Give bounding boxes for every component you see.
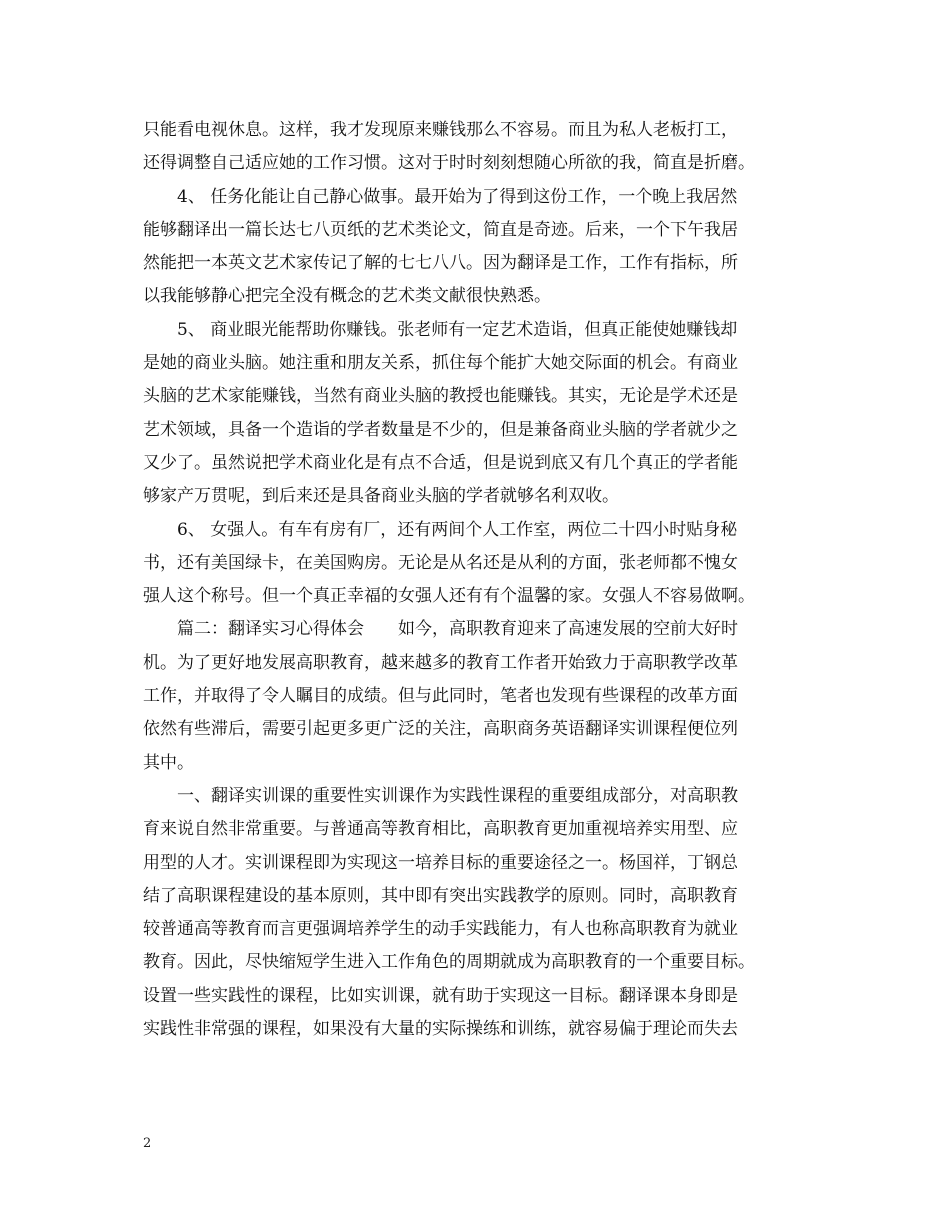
text-line: 是她的商业头脑。她注重和朋友关系，抓住每个能扩大她交际面的机会。有商业 <box>143 353 738 374</box>
text-line: 艺术领域，具备一个造诣的学者数量是不少的，但是兼备商业头脑的学者就少之 <box>143 419 738 440</box>
text-line: 篇二：翻译实习心得体会 如今，高职教育迎来了高速发展的空前大好时 <box>177 619 738 640</box>
text-line: 育来说自然非常重要。与普通高等教育相比，高职教育更加重视培养实用型、应 <box>143 819 738 840</box>
text-line: 够家产万贯呢，到后来还是具备商业头脑的学者就够名利双收。 <box>143 486 619 507</box>
text-line: 设置一些实践性的课程，比如实训课，就有助于实现这一目标。翻译课本身即是 <box>143 985 738 1006</box>
text-line: 头脑的艺术家能赚钱，当然有商业头脑的教授也能赚钱。其实，无论是学术还是 <box>143 386 738 407</box>
text-line: 然能把一本英文艺术家传记了解的七七八八。因为翻译是工作，工作有指标，所 <box>143 253 738 274</box>
text-line: 以我能够静心把完全没有概念的艺术类文献很快熟悉。 <box>143 286 551 307</box>
text-line: 还得调整自己适应她的工作习惯。这对于时时刻刻想随心所欲的我，简直是折磨。 <box>143 153 755 174</box>
text-line: 能够翻译出一篇长达七八页纸的艺术类论文，简直是奇迹。后来，一个下午我居 <box>143 219 738 240</box>
text-line: 结了高职课程建设的基本原则，其中即有突出实践教学的原则。同时，高职教育 <box>143 885 738 906</box>
text-line: 只能看电视休息。这样，我才发现原来赚钱那么不容易。而且为私人老板打工， <box>143 120 738 140</box>
text-line: 一、翻译实训课的重要性实训课作为实践性课程的重要组成部分，对高职教 <box>177 785 738 806</box>
text-line: 强人这个称号。但一个真正幸福的女强人还有有个温馨的家。女强人不容易做啊。 <box>143 586 755 607</box>
text-line: 又少了。虽然说把学术商业化是有点不合适，但是说到底又有几个真正的学者能 <box>143 452 738 473</box>
text-line: 机。为了更好地发展高职教育，越来越多的教育工作者开始致力于高职教学改革 <box>143 652 738 673</box>
text-line: 依然有些滞后，需要引起更多更广泛的关注，高职商务英语翻译实训课程便位列 <box>143 719 738 740</box>
page-number: 2 <box>143 1136 152 1151</box>
text-line: 实践性非常强的课程，如果没有大量的实际操练和训练，就容易偏于理论而失去 <box>143 1019 738 1040</box>
text-line: 工作，并取得了令人瞩目的成绩。但与此同时，笔者也发现有些课程的改革方面 <box>143 686 738 707</box>
text-line: 4、 任务化能让自己静心做事。最开始为了得到这份工作，一个晚上我居然 <box>177 186 738 207</box>
text-line: 书，还有美国绿卡，在美国购房。无论是从名还是从利的方面，张老师都不愧女 <box>143 552 738 573</box>
text-line: 较普通高等教育而言更强调培养学生的动手实践能力，有人也称高职教育为就业 <box>143 919 738 940</box>
text-line: 其中。 <box>143 752 194 773</box>
text-line: 用型的人才。实训课程即为实现这一培养目标的重要途径之一。杨国祥，丁钢总 <box>143 852 738 873</box>
document-body <box>143 114 811 1046</box>
text-line: 5、 商业眼光能帮助你赚钱。张老师有一定艺术造诣，但真正能使她赚钱却 <box>177 319 738 340</box>
text-line: 6、 女强人。有车有房有厂，还有两间个人工作室，两位二十四小时贴身秘 <box>177 519 738 540</box>
text-line: 教育。因此，尽快缩短学生进入工作角色的周期就成为高职教育的一个重要目标。 <box>143 952 755 973</box>
